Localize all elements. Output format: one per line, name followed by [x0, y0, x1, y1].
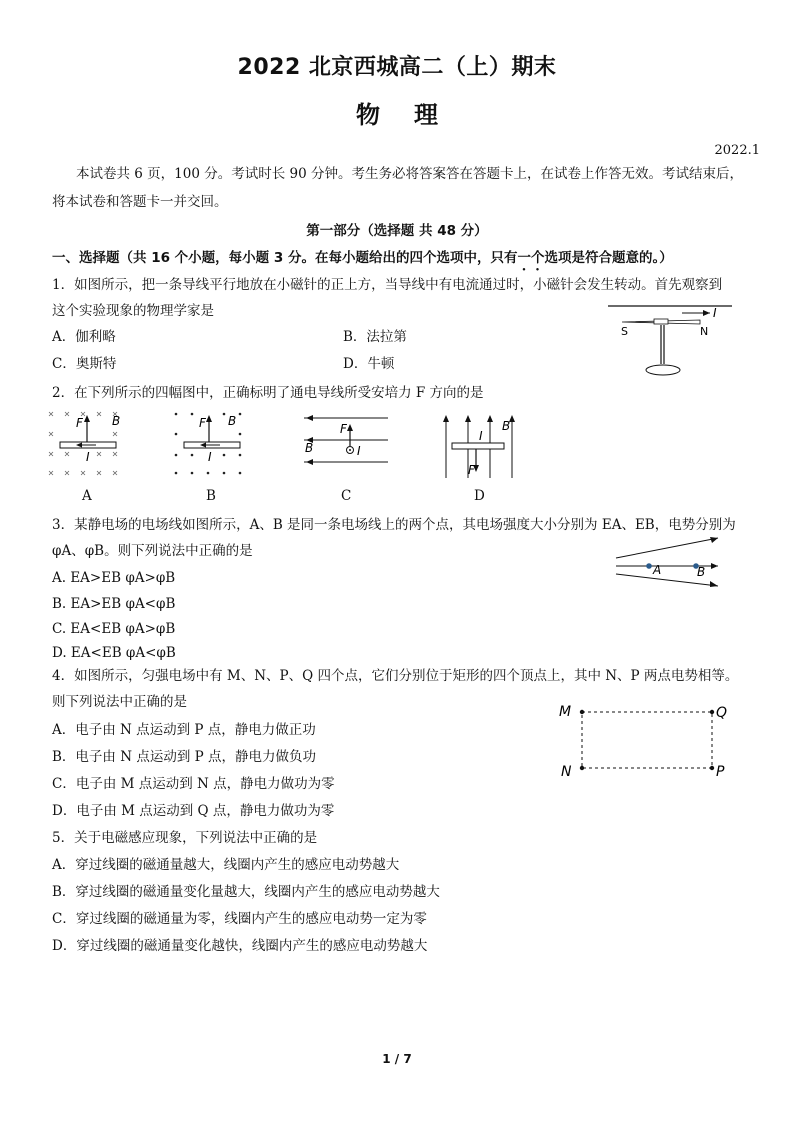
- wire-segment: [452, 443, 504, 449]
- q1-compass-figure: [600, 298, 740, 380]
- q2-caption-b: B: [206, 488, 216, 504]
- current-label: I: [479, 429, 483, 443]
- section-heading-prefix: 一、选择题（共 16 个小题，每小题 3 分。在每小题给出的四个选项中，只有: [52, 250, 518, 266]
- vertex-points: [580, 710, 714, 770]
- q1-stem-line-1: 1．如图所示，把一条导线平行地放在小磁针的正上方，当导线中有电流通过时，小磁针会发生转动。首先观察到: [52, 277, 723, 293]
- north-label: N: [700, 325, 709, 338]
- force-arrow-head: [206, 415, 212, 422]
- point-a: [646, 563, 652, 569]
- q5-option-b[interactable]: B．穿过线圈的磁通量变化量越大，线圈内产生的感应电动势越大: [52, 884, 440, 900]
- q5-option-c[interactable]: C．穿过线圈的磁通量为零，线圈内产生的感应电动势一定为零: [52, 911, 427, 927]
- subject-title: 物理: [356, 101, 472, 129]
- current-label: I: [86, 450, 90, 464]
- point-m-label: M: [559, 704, 572, 720]
- q1-stem-line-2: 这个实验现象的物理学家是: [52, 303, 214, 319]
- point-q-label: Q: [716, 705, 728, 721]
- force-label: F: [76, 416, 83, 430]
- point-p-label: P: [716, 764, 725, 780]
- q4-option-c[interactable]: C．电子由 M 点运动到 N 点，静电力做功为零: [52, 776, 335, 792]
- q3-option-b[interactable]: B. EA>EB φA<φB: [52, 596, 176, 612]
- q5-option-a[interactable]: A．穿过线圈的磁通量越大，线圈内产生的感应电动势越大: [52, 857, 400, 873]
- page-number: 1 / 7: [382, 1052, 412, 1066]
- section-heading-suffix: 选项是符合题意的。）: [544, 250, 673, 266]
- q2-caption-c: C: [341, 488, 352, 504]
- q4-stem-line-2: 则下列说法中正确的是: [52, 694, 187, 710]
- q2-caption-d: D: [474, 488, 485, 504]
- q1-option-c[interactable]: C．奥斯特: [52, 356, 117, 372]
- dashed-rectangle: [582, 712, 712, 768]
- q2-figure-d[interactable]: [432, 410, 522, 484]
- point-n-label: N: [561, 764, 572, 780]
- q1-option-b[interactable]: B．法拉第: [343, 329, 407, 345]
- current-label: I: [713, 306, 717, 320]
- field-label: B: [502, 419, 511, 433]
- exam-title: 2022 北京西城高二（上）期末: [237, 55, 557, 80]
- needle-hub: [654, 319, 668, 324]
- q2-figure-b[interactable]: [166, 405, 252, 487]
- q4-option-a[interactable]: A．电子由 N 点运动到 P 点，静电力做正功: [52, 722, 316, 738]
- q5-stem: 5．关于电磁感应现象，下列说法中正确的是: [52, 830, 318, 846]
- q4-stem-line-1: 4．如图所示，匀强电场中有 M、N、P、Q 四个点，它们分别位于矩形的四个顶点上，其中 N、P 两点电势相等。: [52, 668, 739, 684]
- q3-option-d[interactable]: D. EA<EB φA<φB: [52, 645, 176, 661]
- exam-date: 2022.1: [714, 143, 760, 158]
- field-line-arrow-heads: [710, 537, 718, 587]
- compass-base: [646, 365, 680, 375]
- force-label: F: [468, 463, 475, 477]
- q2-figure-a[interactable]: [46, 405, 128, 487]
- q1-option-d[interactable]: D．牛顿: [343, 356, 395, 372]
- q3-option-a[interactable]: A. EA>EB φA>φB: [52, 570, 176, 586]
- point-b-label: B: [697, 565, 706, 579]
- current-label: I: [357, 444, 361, 458]
- q3-stem-line-2: φA、φB。则下列说法中正确的是: [52, 543, 253, 559]
- current-arrow-head: [703, 310, 710, 316]
- field-label: B: [228, 414, 237, 428]
- q3-field-lines-figure: [612, 532, 724, 590]
- q5-option-d[interactable]: D．穿过线圈的磁通量变化越快，线圈内产生的感应电动势越大: [52, 938, 428, 954]
- q2-stem: 2．在下列所示的四幅图中，正确标明了通电导线所受安培力 F 方向的是: [52, 385, 484, 401]
- q4-rectangle-figure: [552, 698, 742, 784]
- q1-option-a[interactable]: A．伽利略: [52, 329, 116, 345]
- point-a-label: A: [653, 563, 662, 577]
- south-label: S: [621, 325, 628, 338]
- q2-caption-a: A: [82, 488, 92, 504]
- q3-option-c[interactable]: C. EA<EB φA>φB: [52, 621, 176, 637]
- force-label: F: [199, 416, 206, 430]
- force-label: F: [340, 422, 347, 436]
- q4-option-d[interactable]: D．电子由 M 点运动到 Q 点，静电力做功为零: [52, 803, 335, 819]
- section-heading-emphasis: 一个: [517, 250, 545, 266]
- field-label: B: [112, 414, 121, 428]
- intro-line-2: 将本试卷和答题卡一并交回。: [52, 194, 228, 210]
- section-heading: [52, 246, 673, 274]
- current-label: I: [208, 450, 212, 464]
- q2-figure-c[interactable]: [300, 410, 392, 484]
- part-heading: 第一部分（选择题 共 48 分）: [306, 223, 488, 239]
- force-arrow-head: [347, 424, 353, 431]
- field-label: B: [305, 441, 314, 455]
- field-arrow-heads: [306, 415, 313, 465]
- q4-option-b[interactable]: B．电子由 N 点运动到 P 点，静电力做负功: [52, 749, 316, 765]
- q3-stem-line-1: 3．某静电场的电场线如图所示，A、B 是同一条电场线上的两个点，其电场强度大小分别为 EA、EB，电势分别为: [52, 517, 736, 533]
- intro-line-1: 本试卷共 6 页，100 分。考试时长 90 分钟。考生务必将答案答在答题卡上，在试卷上作答无效。考试结束后，: [76, 166, 743, 182]
